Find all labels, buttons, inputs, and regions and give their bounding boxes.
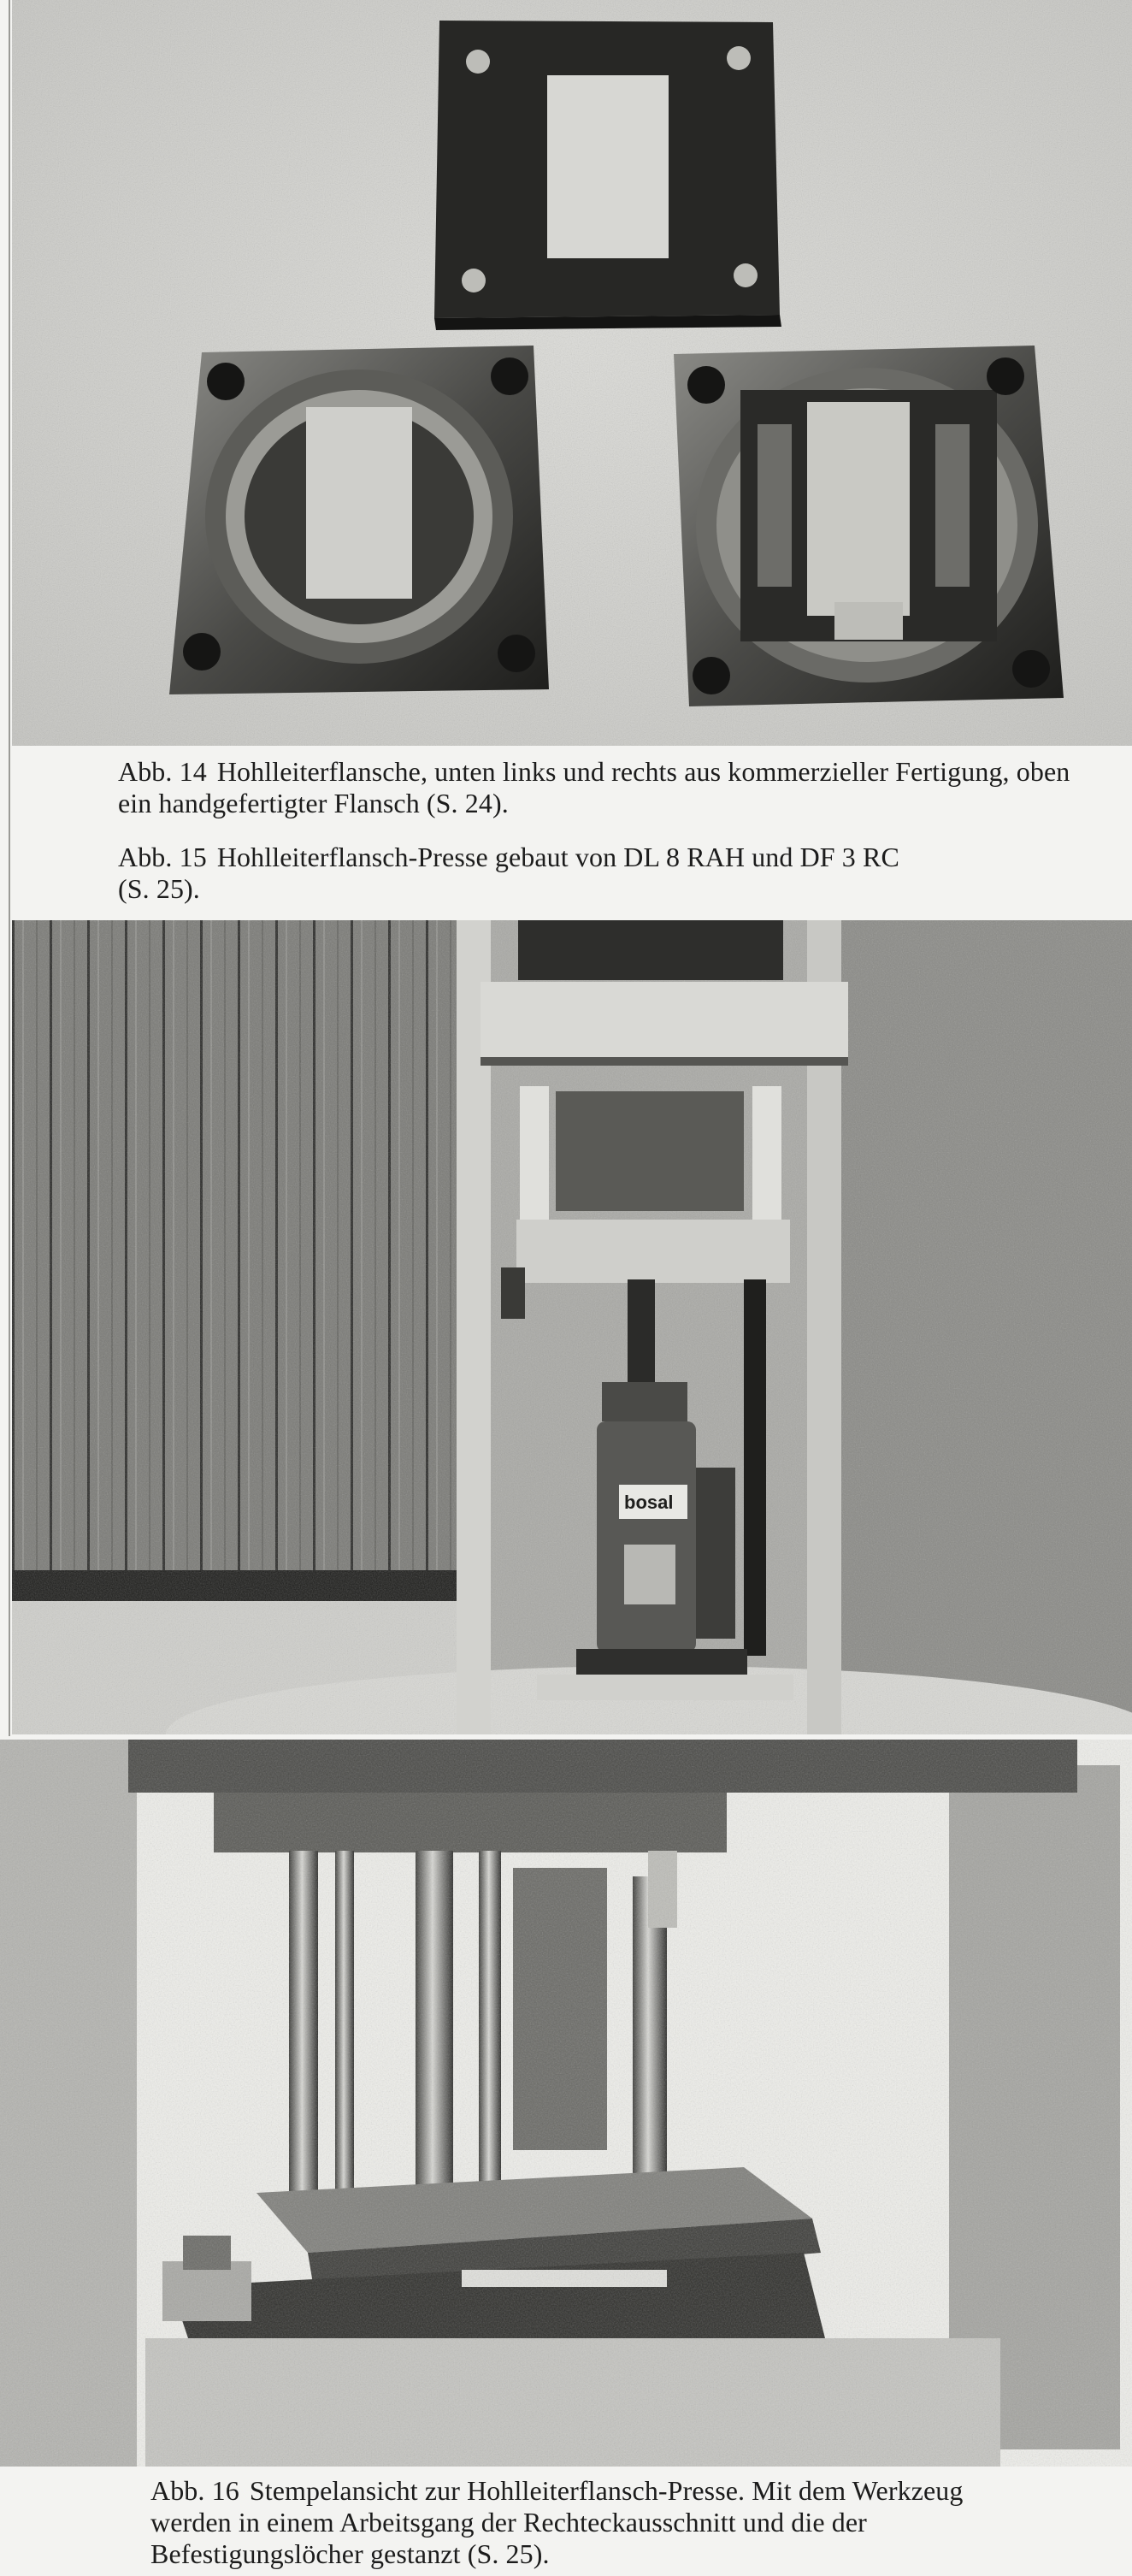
fig16-caption-text: Stempelansicht zur Hohlleiterflansch-Presse. Mit dem Werkzeug werden in einem Arbeitsgang der Rechteckausschnitt und die der Befestigungslöcher gestanzt (S. 25).: [150, 2475, 964, 2569]
fig15-caption-text: Hohlleiterflansch-Presse gebaut von DL 8 RAH und DF 3 RC (S. 25).: [118, 842, 899, 904]
commercial-flange-right: [674, 346, 1064, 706]
photo-fig16-punch-tool: [0, 1740, 1132, 2467]
caption-fig15: [118, 842, 905, 905]
fig15-label: Abb. 15: [118, 842, 207, 872]
handmade-flange: [434, 21, 781, 330]
photo-fig14-waveguide-flanges: [12, 0, 1132, 746]
jack-brand-label: bosal: [624, 1492, 674, 1513]
fig14-label: Abb. 14: [118, 756, 207, 787]
photo-fig15-flange-press: [12, 920, 1132, 1734]
fig14-caption-text: Hohlleiterflansche, unten links und rechts aus kommerzieller Fertigung, oben ein handgefertigter Flansch (S. 24).: [118, 756, 1070, 818]
caption-fig16: [150, 2475, 1031, 2570]
commercial-flange-left: [169, 346, 549, 694]
page-edge-rule: [9, 0, 10, 1736]
fig16-label: Abb. 16: [150, 2475, 239, 2506]
caption-fig14: [118, 756, 1101, 819]
